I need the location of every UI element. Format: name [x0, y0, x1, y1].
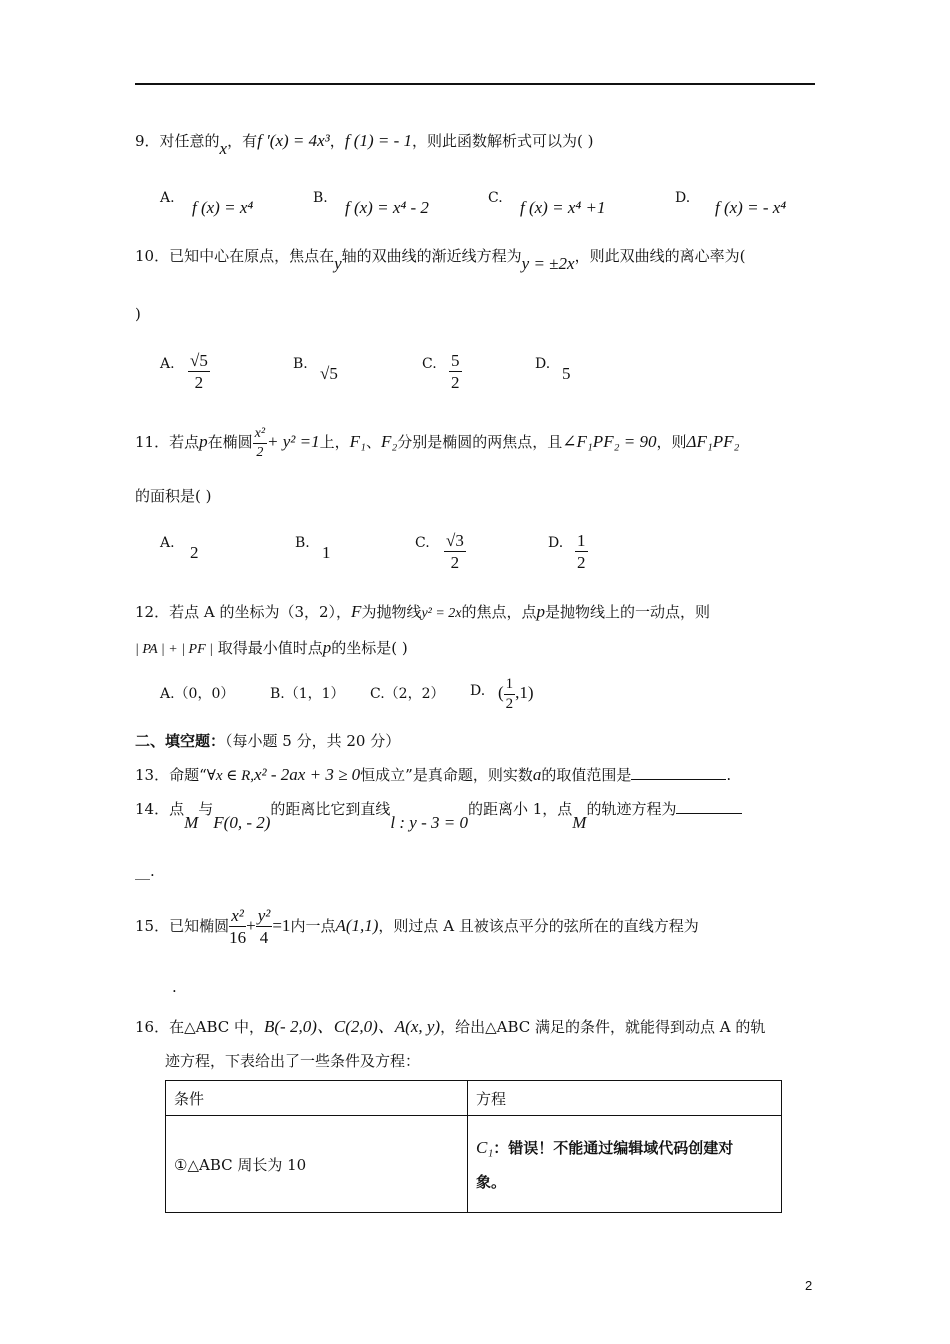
condition-expr: f (1) = - 1 — [344, 131, 412, 150]
cell-condition: ①△ABC 周长为 10 — [166, 1116, 468, 1213]
header-condition: 条件 — [166, 1081, 468, 1116]
line-expr: l : y - 3 = 0 — [390, 813, 468, 832]
condition-table — [165, 1080, 782, 1213]
q12-option-c: C.（2，2） — [370, 686, 445, 702]
q11-option-d-frac: $\frac{1}{2}$ — [577, 531, 586, 573]
q9-option-a: A. — [160, 190, 175, 206]
q9-option-c-expr: f (x) = x⁴ +1 — [520, 198, 606, 217]
question-12-stem: 12．若点 A 的坐标为（3，2），F为抛物线y² = 2x的焦点，点p是抛物线上的一动点，则 — [135, 602, 711, 621]
question-11-stem: 11．若点p在椭圆 $\frac{\text{x²}}{2}$ + y² =1上，F₁、F₂分别是椭圆的两焦点，且∠F₁PF₂ = 90，则ΔF₁PF₂ — [135, 426, 740, 460]
header-equation: 方程 — [468, 1081, 782, 1116]
question-13-stem: 13．命题“∀x ∈ R,x² - 2ax + 3 ≥ 0恒成立”是真命题，则实数a的取值范围是 . — [135, 765, 732, 784]
cell-equation: C₁：错误！不能通过编辑域代码创建对 象。 — [468, 1116, 782, 1213]
question-14-cont: __. — [135, 862, 155, 880]
question-15-stem: 15．已知椭圆 $\frac{\text{x²}}{16}$ + $\frac{\text{y²}}{4}$ =1内一点A(1,1)，则过点 A 且被该点平分的弦所在的直线方程为 — [135, 906, 699, 948]
q12-option-d: D. — [470, 683, 486, 699]
q10-option-a: A. — [160, 356, 175, 372]
q10-option-c-frac: $\frac{5}{2}$ — [451, 351, 460, 393]
q9-option-b-expr: f (x) = x⁴ - 2 — [345, 198, 429, 217]
table-row — [166, 1116, 782, 1213]
question-9-stem: 9．对任意的x，有f ′(x) = 4x³，f (1) = - 1，则此函数解析式可以为( ) — [135, 131, 594, 158]
q10-option-b-expr: √5 — [320, 364, 338, 383]
ellipse-frac: $\frac{\text{x²}}{2}$ — [254, 426, 266, 460]
q9-option-d: D. — [675, 190, 691, 206]
parabola-expr: y² = 2x — [421, 606, 462, 621]
inequality-expr: x² - 2ax + 3 ≥ 0 — [254, 765, 361, 784]
ellipse-frac-2: $\frac{\text{y²}}{4}$ — [257, 906, 271, 948]
answer-blank-14 — [676, 813, 742, 814]
points-expr: B(- 2,0)、C(2,0)、A(x, y) — [264, 1017, 441, 1036]
q10-option-d: D. — [535, 356, 551, 372]
q12-option-a: A.（0，0） — [160, 686, 235, 702]
q11-option-c: C. — [415, 535, 430, 551]
q11-option-b: B. — [295, 535, 310, 551]
q9-option-d-expr: f (x) = - x⁴ — [715, 198, 787, 217]
distance-sum-expr: | PA | + | PF | — [135, 642, 213, 657]
q11-option-b-expr: 1 — [322, 543, 331, 562]
answer-blank-13 — [631, 779, 726, 780]
question-14-stem: 14．点M与F(0, - 2)的距离比它到直线l : y - 3 = 0的距离小 1，点M的轨迹方程为 — [135, 798, 742, 819]
ellipse-frac-1: $\frac{\text{x²}}{16}$ — [229, 906, 247, 948]
point-a-expr: A(1,1) — [335, 915, 379, 935]
question-10-stem: 10．已知中心在原点，焦点在y轴的双曲线的渐近线方程为y = ±2x，则此双曲线的离心率为( — [135, 247, 746, 273]
q10-option-b: B. — [293, 356, 308, 372]
q10-option-a-frac: $\frac{√5}{2}$ — [190, 351, 208, 393]
point-f-expr: F(0, - 2) — [213, 813, 271, 832]
question-15-end: . — [172, 978, 177, 996]
q10-option-c: C. — [422, 356, 437, 372]
question-16-stem: 16．在△ABC 中，B(- 2,0)、C(2,0)、A(x, y)，给出△ABC 满足的条件，就能得到动点 A 的轨 — [135, 1017, 766, 1036]
question-12-stem-cont: | PA | + | PF | 取得最小值时点p的坐标是( ) — [135, 638, 408, 657]
question-10-close: ) — [135, 305, 141, 323]
question-16-stem-cont: 迹方程，下表给出了一些条件及方程： — [165, 1052, 421, 1070]
var-x: x — [219, 139, 228, 158]
table-header-row — [166, 1081, 782, 1116]
angle-expr: ∠F₁PF₂ = 90 — [562, 432, 657, 451]
q9-option-b: B. — [313, 190, 328, 206]
question-11-stem-cont: 的面积是( ) — [135, 487, 212, 505]
section-2-heading: 二、填空题：（每小题 5 分，共 20 分） — [135, 732, 401, 750]
q9-option-c: C. — [488, 190, 503, 206]
page-number: 2 — [805, 1278, 813, 1293]
derivative-expr: f ′(x) = 4x³ — [257, 131, 330, 150]
q11-option-a: A. — [160, 535, 175, 551]
q11-option-c-frac: $\frac{√3}{2}$ — [446, 531, 464, 573]
q11-option-d: D. — [548, 535, 564, 551]
triangle-expr: ΔF₁PF₂ — [686, 432, 740, 451]
q9-option-a-expr: f (x) = x⁴ — [192, 198, 254, 217]
asymptote-expr: y = ±2x — [521, 254, 575, 273]
q12-option-d-expr: ( $\frac{1}{2}$ ,1) — [498, 676, 534, 712]
q11-option-a-expr: 2 — [190, 543, 199, 562]
q12-option-b: B.（1，1） — [270, 686, 345, 702]
var-y: y — [334, 254, 342, 273]
header-rule — [135, 83, 815, 85]
q10-option-d-expr: 5 — [562, 364, 571, 383]
